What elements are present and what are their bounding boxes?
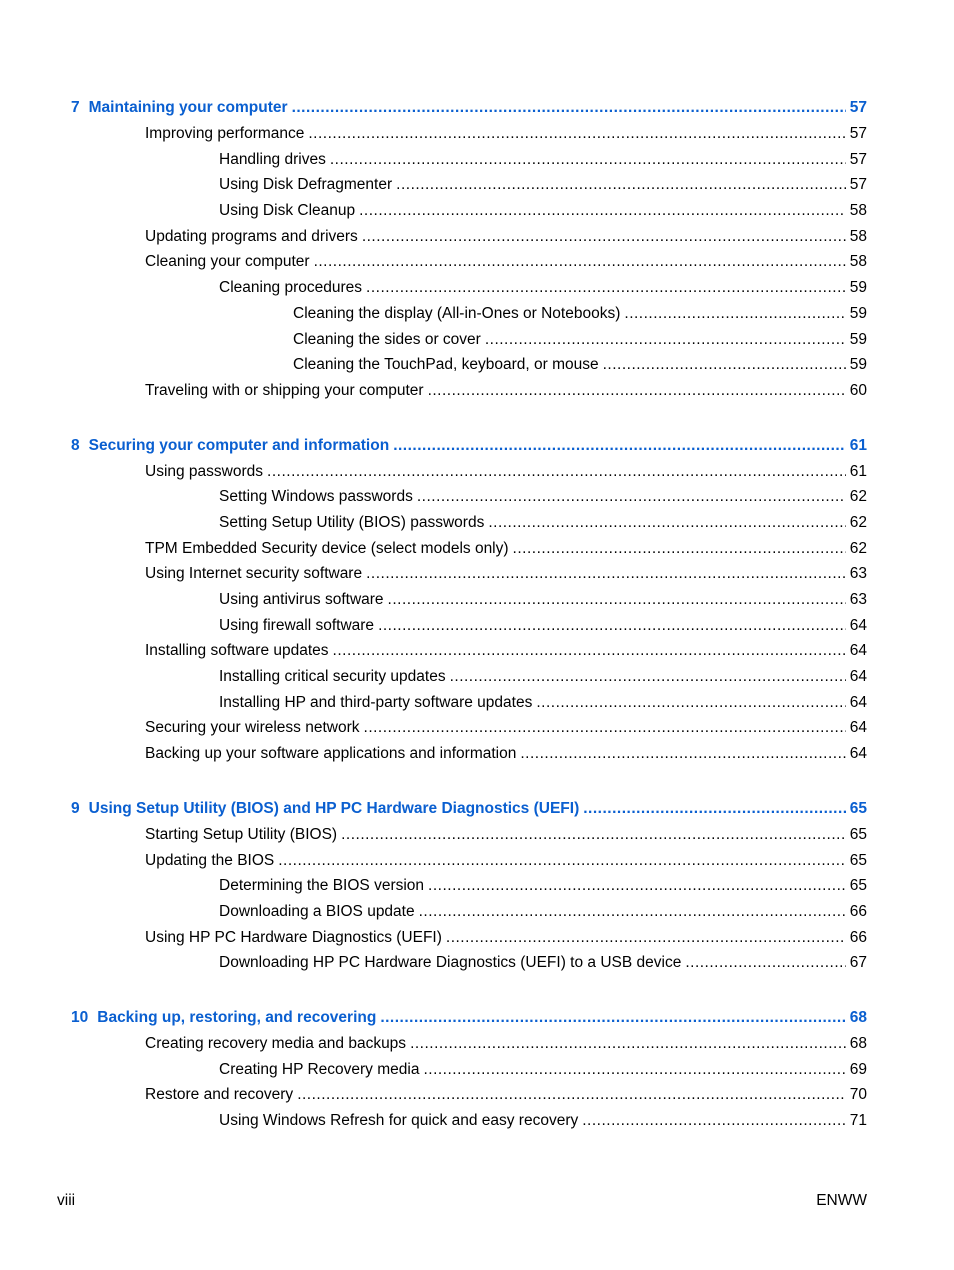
dot-leader (446, 925, 846, 951)
chapter-spacer (0, 767, 954, 795)
entry-title: Setting Setup Utility (BIOS) passwords (219, 513, 485, 531)
toc-entry-link[interactable] (0, 198, 954, 224)
toc-entry-link[interactable] (0, 848, 954, 874)
chapter-page-number: 61 (849, 436, 867, 454)
chapter-number: 9 (71, 799, 80, 817)
entry-page-number: 65 (849, 851, 867, 869)
dot-leader (624, 301, 845, 327)
toc-entry-link[interactable] (0, 741, 954, 767)
toc-entry-link[interactable] (0, 899, 954, 925)
chapter-page-number: 65 (849, 799, 867, 817)
chapter-title: Using Setup Utility (BIOS) and HP PC Hardware Diagnostics (UEFI) (88, 799, 580, 817)
dot-leader (292, 94, 846, 121)
dot-leader (428, 873, 846, 899)
entry-page-number: 66 (849, 902, 867, 920)
entry-title: Installing HP and third-party software updates (219, 693, 533, 711)
chapter-spacer (0, 404, 954, 432)
toc-entry-link[interactable] (0, 172, 954, 198)
entry-title: Using antivirus software (219, 591, 384, 608)
dot-leader (410, 1031, 846, 1057)
entry-page-number: 67 (849, 954, 867, 972)
entry-page-number: 68 (849, 1034, 867, 1052)
toc-entry-link[interactable] (0, 873, 954, 899)
dot-leader (582, 1108, 846, 1134)
dot-leader (450, 664, 846, 690)
entry-title: Using Disk Cleanup (219, 202, 356, 220)
entry-page-number: 60 (849, 381, 867, 399)
entry-page-number: 69 (849, 1060, 867, 1078)
entry-page-number: 66 (849, 928, 867, 946)
chapter-title: Maintaining your computer (88, 99, 288, 116)
dot-leader (428, 378, 846, 404)
toc-entry-link[interactable] (0, 715, 954, 741)
chapter-title: Securing your computer and information (88, 436, 390, 454)
entry-page-number: 65 (849, 825, 867, 843)
entry-title: Restore and recovery (145, 1086, 294, 1104)
footer-doc-code: ENWW (816, 1192, 867, 1209)
toc-entry-link[interactable] (0, 224, 954, 250)
table-of-contents (0, 94, 954, 1134)
chapter-heading (71, 1004, 380, 1031)
entry-title: Using Disk Defragmenter (219, 176, 393, 194)
entry-title: Setting Windows passwords (219, 488, 413, 506)
chapter-heading (71, 94, 292, 121)
entry-title: Downloading HP PC Hardware Diagnostics (UEFI) to a USB device (219, 954, 682, 972)
chapter-number: 10 (71, 1008, 89, 1026)
dot-leader (419, 899, 846, 925)
toc-entry-link[interactable] (0, 613, 954, 639)
dot-leader (297, 1082, 846, 1108)
chapter-heading (71, 432, 393, 459)
entry-title: Cleaning the TouchPad, keyboard, or mouse (293, 356, 599, 374)
entry-title: Backing up your software applications and information (145, 745, 517, 763)
dot-leader (380, 1004, 845, 1031)
entry-page-number: 64 (849, 719, 867, 737)
entry-page-number: 64 (849, 642, 867, 660)
entry-title: Using HP PC Hardware Diagnostics (UEFI) (145, 928, 442, 946)
entry-page-number: 57 (849, 176, 867, 194)
dot-leader (278, 848, 846, 874)
dot-leader (366, 275, 846, 301)
dot-leader (583, 795, 846, 822)
dot-leader (536, 690, 845, 716)
toc-entry-link[interactable] (0, 587, 954, 613)
chapter-page-number: 68 (849, 1008, 867, 1026)
toc-chapter-link[interactable] (0, 795, 954, 822)
entry-page-number: 65 (849, 877, 867, 895)
entry-title: Using Internet security software (145, 565, 363, 583)
entry-page-number: 57 (849, 125, 867, 142)
dot-leader (378, 613, 846, 639)
toc-entry-link[interactable] (0, 1031, 954, 1057)
dot-leader (330, 147, 846, 173)
entry-page-number: 58 (849, 227, 867, 245)
dot-leader (685, 950, 845, 976)
toc-entry-link[interactable] (0, 925, 954, 951)
entry-title: Starting Setup Utility (BIOS) (145, 825, 338, 843)
dot-leader (364, 715, 846, 741)
toc-entry-link[interactable] (0, 664, 954, 690)
dot-leader (362, 224, 846, 250)
entry-page-number: 62 (849, 488, 867, 506)
chapter-number: 8 (71, 436, 80, 454)
dot-leader (488, 510, 845, 536)
entry-title: Installing software updates (145, 642, 329, 660)
chapter-number: 7 (71, 99, 80, 116)
entry-page-number: 70 (849, 1086, 867, 1104)
entry-title: Cleaning the sides or cover (293, 330, 481, 348)
entry-page-number: 64 (849, 616, 867, 634)
entry-title: Downloading a BIOS update (219, 902, 415, 920)
entry-page-number: 57 (849, 150, 867, 168)
toc-entry-link[interactable] (0, 121, 954, 147)
entry-title: Securing your wireless network (145, 719, 360, 737)
dot-leader (417, 484, 846, 510)
toc-entry-link[interactable] (0, 1082, 954, 1108)
dot-leader (393, 432, 846, 459)
toc-entry-link[interactable] (0, 249, 954, 275)
footer-page-number: viii (57, 1192, 76, 1209)
chapter-title: Backing up, restoring, and recovering (97, 1008, 377, 1026)
toc-entry-link[interactable] (0, 950, 954, 976)
toc-entry-link[interactable] (0, 275, 954, 301)
entry-title: Cleaning your computer (145, 253, 310, 271)
entry-title: Traveling with or shipping your computer (145, 381, 424, 399)
entry-page-number: 59 (849, 304, 867, 322)
entry-page-number: 64 (849, 668, 867, 686)
entry-title: Updating programs and drivers (145, 227, 358, 245)
toc-entry-link[interactable] (0, 1108, 954, 1134)
entry-page-number: 62 (849, 513, 867, 531)
entry-title: Installing critical security updates (219, 668, 446, 686)
entry-page-number: 63 (849, 591, 867, 608)
chapter-heading (71, 795, 583, 822)
entry-page-number: 58 (849, 253, 867, 271)
entry-title: Updating the BIOS (145, 851, 275, 869)
entry-title: Creating HP Recovery media (219, 1060, 420, 1078)
entry-title: Using Windows Refresh for quick and easy recovery (219, 1112, 579, 1129)
dot-leader (520, 741, 845, 767)
entry-page-number: 71 (849, 1112, 867, 1129)
dot-leader (513, 536, 846, 562)
entry-page-number: 63 (849, 565, 867, 583)
toc-chapter-link[interactable] (0, 432, 954, 459)
toc-entry-link[interactable] (0, 301, 954, 327)
toc-entry-link[interactable] (0, 822, 954, 848)
entry-title: Cleaning procedures (219, 279, 363, 297)
entry-page-number: 64 (849, 693, 867, 711)
toc-entry-link[interactable] (0, 327, 954, 353)
dot-leader (341, 822, 846, 848)
dot-leader (359, 198, 846, 224)
dot-leader (308, 121, 845, 147)
entry-page-number: 58 (849, 202, 867, 220)
toc-entry-link[interactable] (0, 459, 954, 485)
dot-leader (314, 249, 846, 275)
toc-entry-link[interactable] (0, 1057, 954, 1083)
dot-leader (603, 352, 846, 378)
entry-page-number: 62 (849, 539, 867, 557)
dot-leader (485, 327, 846, 353)
entry-title: Improving performance (145, 125, 305, 142)
toc-entry-link[interactable] (0, 147, 954, 173)
entry-title: Cleaning the display (All-in-Ones or Notebooks) (293, 304, 621, 322)
toc-entry-link[interactable] (0, 352, 954, 378)
toc-entry-link[interactable] (0, 378, 954, 404)
toc-entry-link[interactable] (0, 638, 954, 664)
entry-title: Determining the BIOS version (219, 877, 425, 895)
toc-entry-link[interactable] (0, 510, 954, 536)
dot-leader (388, 587, 846, 613)
entry-title: Creating recovery media and backups (145, 1034, 407, 1052)
toc-entry-link[interactable] (0, 690, 954, 716)
entry-page-number: 59 (849, 330, 867, 348)
entry-page-number: 59 (849, 356, 867, 374)
toc-chapter-link[interactable] (0, 94, 954, 121)
entry-title: Using firewall software (219, 616, 375, 634)
entry-page-number: 59 (849, 279, 867, 297)
toc-entry-link[interactable] (0, 536, 954, 562)
entry-title: TPM Embedded Security device (select models only) (145, 539, 509, 557)
dot-leader (423, 1057, 845, 1083)
toc-entry-link[interactable] (0, 561, 954, 587)
dot-leader (366, 561, 846, 587)
entry-page-number: 64 (849, 745, 867, 763)
dot-leader (267, 459, 846, 485)
toc-chapter-link[interactable] (0, 1004, 954, 1031)
dot-leader (396, 172, 846, 198)
entry-title: Using passwords (145, 462, 264, 480)
dot-leader (333, 638, 846, 664)
chapter-spacer (0, 976, 954, 1004)
entry-page-number: 61 (849, 462, 867, 480)
chapter-page-number: 57 (849, 99, 867, 116)
entry-title: Handling drives (219, 150, 326, 168)
toc-entry-link[interactable] (0, 484, 954, 510)
